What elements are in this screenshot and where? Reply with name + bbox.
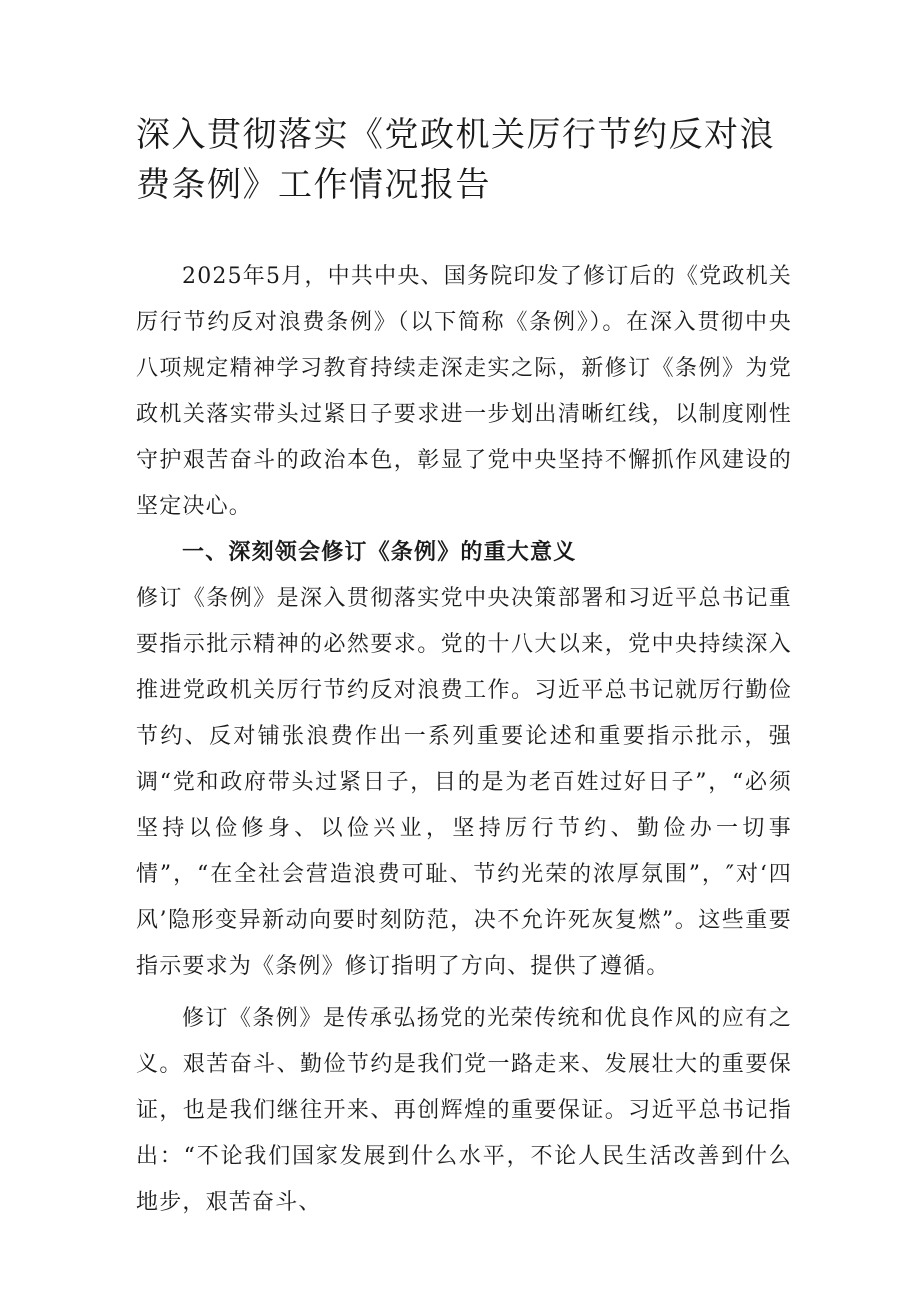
document-body <box>136 254 792 1226</box>
document-title: 深入贯彻落实《党政机关厉行节约反对浪费条例》工作情况报告 <box>136 115 775 205</box>
section-heading: 一、深刻领会修订《条例》的重大意义 <box>182 540 577 565</box>
intro-paragraph: 2025年5月，中共中央、国务院印发了修订后的《党政机关厉行节约反对浪费条例》（以下简称《条例》）。在深入贯彻中央八项规定精神学习教育持续走深走实之际，新修订《条例》为党政机关落实带头过紧日子要求进一步划出清晰红线，以制度刚性守护艰苦奋斗的政治本色，彰显了党中央坚持不懈抓作风建设的坚定决心。 <box>136 264 792 519</box>
body-paragraph: 修订《条例》是传承弘扬党的光荣传统和优良作风的应有之义。艰苦奋斗、勤俭节约是我们党一路走来、发展壮大的重要保证，也是我们继往开来、再创辉煌的重要保证。习近平总书记指出：“不论我们国家发展到什么水平，不论人民生活改善到什么地步，艰苦奋斗、 <box>136 1006 792 1215</box>
body-paragraph: 修订《条例》是深入贯彻落实党中央决策部署和习近平总书记重要指示批示精神的必然要求。党的十八大以来，党中央持续深入推进党政机关厉行节约反对浪费工作。习近平总书记就厉行勤俭节约、反对铺张浪费作出一系列重要论述和重要指示批示，强调“党和政府带头过紧日子，目的是为老百姓过好日子”，“必须坚持以俭修身、以俭兴业，坚持厉行节约、勤俭办一切事情”，“在全社会营造浪费可耻、节约光荣的浓厚氛围”，″对‘四风’隐形变异新动向要时刻防范，决不允许死灰复燃”。这些重要指示要求为《条例》修订指明了方向、提供了遵循。 <box>136 586 792 979</box>
